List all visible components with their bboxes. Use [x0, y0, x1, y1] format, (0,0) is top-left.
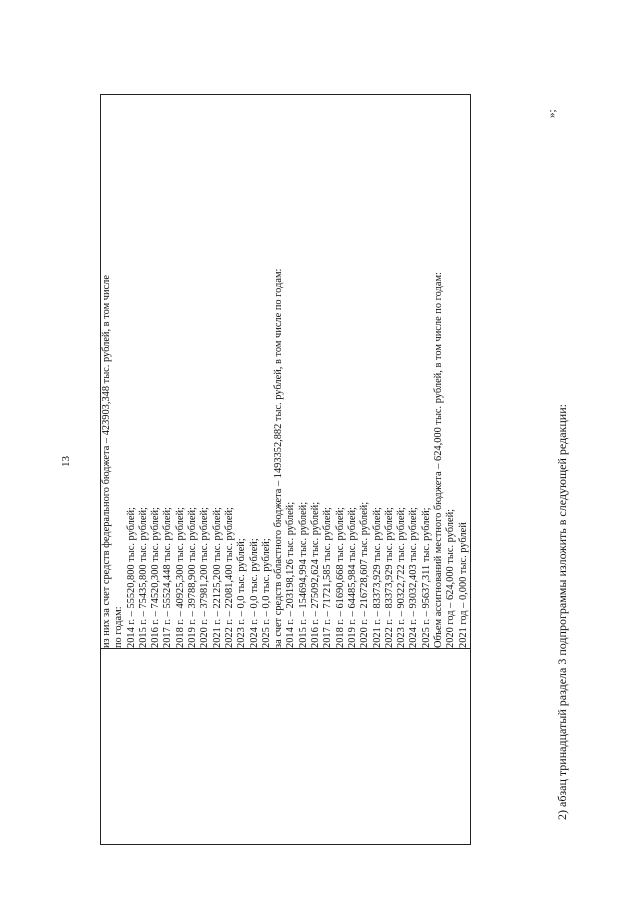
table-left-cell	[101, 649, 471, 845]
funding-line: по годам:	[113, 606, 125, 648]
funding-line: 2020 г. – 216728,607 тыс. рублей;	[359, 501, 371, 648]
funding-line: 2015 г. – 75435,800 тыс. рублей;	[137, 507, 149, 648]
funding-line: 2019 г. – 39788,900 тыс. рублей;	[187, 507, 199, 648]
funding-line: 2024 г. – 0,0 тыс. рублей;	[248, 538, 260, 648]
closing-quote: »;	[546, 109, 558, 118]
funding-line: из них за счет средств федерального бюджета – 423903,348 тыс. рублей, в том числе	[101, 275, 112, 648]
funding-line: 2023 г. – 0,0 тыс. рублей;	[236, 538, 248, 648]
table-right-cell	[101, 95, 471, 649]
funding-line: 2017 г. – 55524,448 тыс. рублей;	[162, 507, 174, 648]
funding-table	[100, 94, 471, 845]
funding-line: 2021 год – 0,000 тыс. рублей	[457, 522, 469, 648]
funding-line: 2016 г. – 275092,624 тыс. рублей;	[310, 501, 322, 648]
funding-line: 2025 г. – 0,0 тыс. рублей;	[260, 538, 272, 648]
funding-line: 2019 г. – 64485,984 тыс. рублей;	[346, 507, 358, 648]
funding-line: 2014 г. – 203198,126 тыс. рублей;	[285, 501, 297, 648]
funding-line: 2015 г. – 154694,994 тыс. рублей;	[297, 501, 309, 648]
funding-line: 2020 г. – 37981,200 тыс. рублей;	[199, 507, 211, 648]
funding-line: 2025 г. – 95637,311 тыс. рублей;	[420, 507, 432, 648]
funding-line: 2022 г. – 22081,400 тыс. рублей;	[223, 507, 235, 648]
amendment-instruction: 2) абзац тринадцатый раздела 3 подпрограммы изложить в следующей редакции:	[555, 404, 569, 820]
funding-line: 2014 г. – 55520,800 тыс. рублей;	[125, 507, 137, 648]
funding-line: 2024 г. – 93032,403 тыс. рублей;	[408, 507, 420, 648]
funding-line: 2021 г. – 22125,200 тыс. рублей;	[211, 507, 223, 648]
funding-line: 2021 г. – 83373,929 тыс. рублей;	[371, 507, 383, 648]
funding-line: за счет средств областного бюджета – 1493352,882 тыс. рублей, в том числе по годам:	[273, 268, 285, 648]
funding-line: Объем ассигнований местного бюджета – 624,000 тыс. рублей, в том числе по годам:	[433, 272, 445, 648]
funding-line: 2022 г. – 83373,929 тыс. рублей;	[383, 507, 395, 648]
funding-line: 2017 г. – 71721,585 тыс. рублей;	[322, 507, 334, 648]
funding-line: 2023 г. – 90322,722 тыс. рублей;	[396, 507, 408, 648]
funding-line: 2018 г. – 40925,300 тыс. рублей;	[174, 507, 186, 648]
funding-line: 2020 год – 624,000 тыс. рублей;	[445, 508, 457, 648]
funding-line: 2018 г. – 61690,668 тыс. рублей;	[334, 507, 346, 648]
table-row	[101, 95, 471, 845]
page-number: 13	[60, 456, 72, 467]
funding-line: 2016 г. – 74520,300 тыс. рублей;	[150, 507, 162, 648]
